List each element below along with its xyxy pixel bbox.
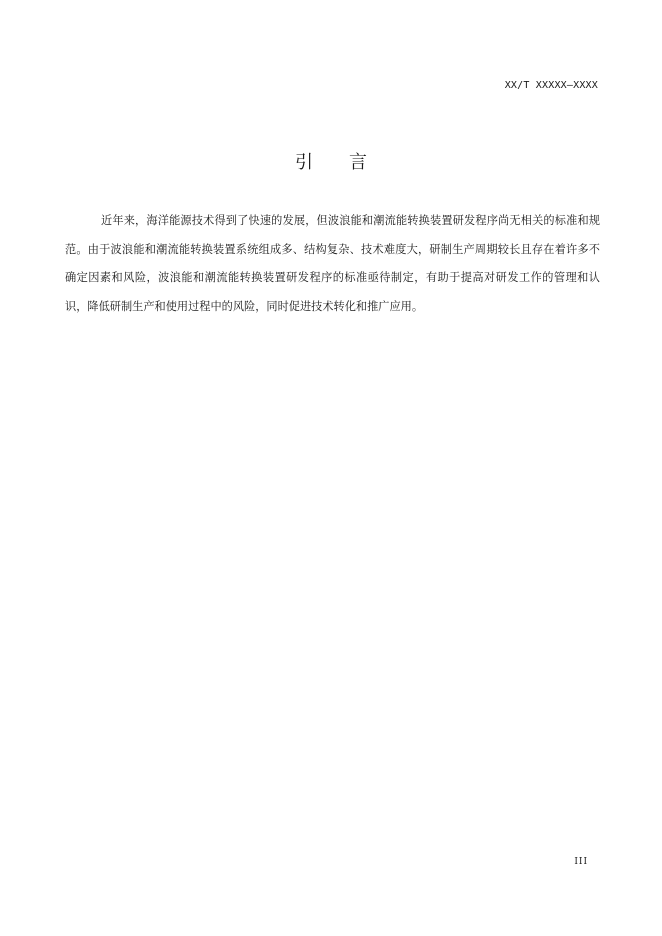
page-title: 引言 [295,152,403,173]
page-number: III [574,857,588,867]
introduction-paragraph: 近年来，海洋能源技术得到了快速的发展，但波浪能和潮流能转换装置研发程序尚无相关的标准和规范。由于波浪能和潮流能转换装置系统组成多、结构复杂、技术难度大，研制生产周期较长且存在着许多不确定因素和风险，波浪能和潮流能转换装置研发程序的标准亟待制定，有助于提高对研发工作的管理和认识，降低研制生产和使用过程中的风险，同时促进技术转化和推广应用。 [65,214,600,313]
document-code: XX/T XXXXX—XXXX [504,80,598,91]
